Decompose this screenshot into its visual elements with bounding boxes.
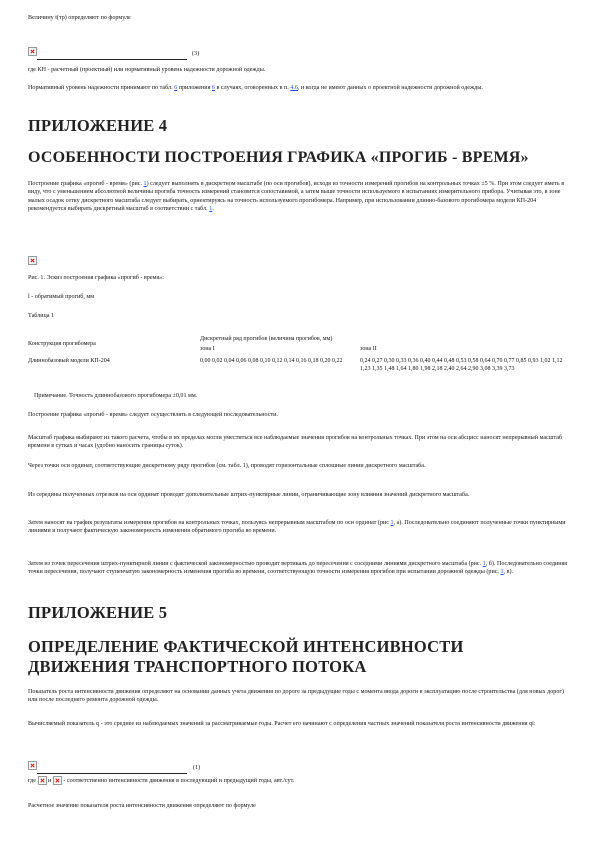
figure-1-legend: l - обратимый прогиб, мм bbox=[28, 294, 95, 300]
scale-paragraph: Масштаб графика выбирают из такого расчета, чтобы в их пределах могли уместиться все наблюдаемые значения прогибов на контрольных точках. При этом на оси абсцисс наносят непрерывный масштаб времени в сутках и часах (удобно наносить границы суток). bbox=[28, 435, 563, 450]
results-paragraph: Затем наносят на график результаты измерения прогибов на контрольных точках, пользуясь непрерывным масштабом по оси ординат (рис 1, а). Последовательно соединяют полученные точки пунктирными линиями и получают фактическую закономерность изменения обратимого прогиба во времени. bbox=[28, 520, 566, 535]
link-figure-1c[interactable]: 1 bbox=[500, 569, 504, 576]
intro-paragraph bbox=[28, 14, 572, 22]
table-1 bbox=[28, 335, 572, 373]
average-paragraph: Вычисляемый показатель q - это среднее из наблюдаемых значений за рассматриваемые годы. Расчет его начинают с определения частных значений показателя роста интенсивности движения qi: bbox=[28, 721, 536, 727]
table-header-construction: Конструкция прогибомера bbox=[28, 341, 96, 347]
growth-paragraph: Показатель роста интенсивности движения определяют на основании данных учета движения по дороге за предыдущие годы с момента ввода дороги в эксплуатацию после строительства (для новых дорог) или после последнего ремонта дорожной одежды. bbox=[28, 689, 564, 704]
formula-3-row bbox=[28, 42, 572, 60]
final-paragraph: Расчетное значение показателя роста интенсивности движения определяют по формуле bbox=[28, 803, 256, 809]
link-table-1[interactable]: 1 bbox=[209, 206, 213, 213]
formula-3-number: (3) bbox=[192, 51, 200, 57]
formula-1-row bbox=[28, 756, 572, 774]
formula-3-note: где КН - расчетный (проектный) или нормативный уровень надежности дорожной одежды. bbox=[28, 67, 266, 73]
table-header-discrete: Дискретный ряд прогибов (величина прогибов, мм) bbox=[200, 336, 333, 342]
appendix-4-paragraph-1: Построение графика «прогиб - время» (рис. 1) следует выполнять в дискретном масштабе (по оси прогибов), исходя из точности измерений прогибов на контрольных точках ±5 %. При этом следует иметь в виду, что с уменьшением абсолютной величины прогиба точность измерений становится сопоставимой, а затем выше точности используемого в испытаниях измерительного прибора. Учитывая это, в зоне малых осадок сетку дискретного масштаба следует выбирать, ориентируясь на точность используемого прогибомера. Например, при использовании длинно-базового прогибомера модели КП-204 рекомендуется выбирать дискретный масштаб в соответствии с табл. 1. bbox=[28, 181, 565, 213]
formula-1-note: где и - соответственно интенсивности движения в последующий и предыдущий годы, авт./сут. bbox=[28, 777, 295, 784]
table-header-zone-1: зона I bbox=[200, 346, 215, 352]
table-1-title: Таблица 1 bbox=[28, 313, 55, 319]
sequence-paragraph: Построение графика «прогиб - время» следует осуществлять в следующей последовательности. bbox=[28, 412, 278, 418]
table-cell-construction: Длиннобазовый модели КП-204 bbox=[28, 358, 110, 364]
formula-1-number: (1) bbox=[193, 765, 201, 771]
intro-line: Величину t(тр) определяют по формуле bbox=[28, 15, 131, 21]
figure-1-image bbox=[28, 251, 572, 269]
normative-paragraph: Нормативный уровень надежности принимают по табл. 6 приложения 6 в случаях, оговоренных в п. 4.6, и когда не имеют данных о проектной надежности дорожной одежды. bbox=[28, 85, 483, 91]
link-figure-1[interactable]: 1 bbox=[143, 181, 147, 187]
table-row bbox=[28, 353, 572, 373]
intersection-paragraph: Затем из точек пересечения штрих-пунктирной линии с фактической закономерностью проводят вертикаль до пересечения с соседними линиями дискретного масштаба (рис. 1, б). Последовательно соединяя точки пересечения, получают ступенчатую закономерность изменения прогиба во времени, соответствующую точности измерения прогибов при испытании дорожной одежды (рис. 1, в). bbox=[28, 561, 568, 576]
link-section-4-6[interactable]: 4.6 bbox=[290, 85, 298, 91]
broken-image-icon bbox=[38, 776, 47, 785]
formula-underline bbox=[37, 52, 187, 60]
broken-image-icon bbox=[53, 776, 62, 785]
broken-image-icon bbox=[28, 47, 37, 56]
link-appendix-6[interactable]: 6 bbox=[211, 85, 215, 91]
link-table-6[interactable]: 6 bbox=[174, 85, 178, 91]
table-cell-zone-2-values: 0,24 0,27 0,30 0,33 0,36 0,40 0,44 0,48 0,53 0,58 0,64 0,70 0,77 0,85 0,93 1,02 1,12 1,23 1,35 1,48 1,64 1,80 1,98 2,18 2,40 2,64 2,90 3,08 3,39 3,73 bbox=[360, 358, 563, 372]
appendix-5-subtitle: ОПРЕДЕЛЕНИЕ ФАКТИЧЕСКОЙ ИНТЕНСИВНОСТИ ДВИЖЕНИЯ ТРАНСПОРТНОГО ПОТОКА bbox=[28, 637, 464, 676]
table-header-zone-2: зона II bbox=[360, 346, 377, 352]
figure-1-caption: Рис. 1. Эскиз построения графика «прогиб - время»: bbox=[28, 275, 164, 281]
midpoint-paragraph: Из середины полученных отрезков на оси ординат проводят дополнительные штрих-пунктирные линии, ограничивающие зону влияния значений дискретного масштаба. bbox=[28, 492, 470, 498]
table-1-note: Примечание. Точность длиннобазового прогибомера ±0,01 мм. bbox=[34, 393, 198, 399]
appendix-5-title: ПРИЛОЖЕНИЕ 5 bbox=[28, 603, 168, 622]
table-cell-zone-1-values: 0,00 0,02 0,04 0,06 0,08 0,10 0,12 0,14 0,16 0,18 0,20 0,22 bbox=[200, 358, 343, 364]
broken-image-icon bbox=[28, 761, 37, 770]
link-figure-1b[interactable]: 1 bbox=[482, 561, 486, 567]
link-figure-1a[interactable]: 1 bbox=[390, 520, 394, 526]
formula-underline bbox=[37, 766, 187, 774]
appendix-4-title: ПРИЛОЖЕНИЕ 4 bbox=[28, 116, 168, 135]
discrete-scale-table bbox=[28, 335, 572, 373]
ordinate-paragraph: Через точки оси ординат, соответствующие дискретному ряду прогибов (см. табл. 1), проводят горизонтальные сплошные линии дискретного масштаба. bbox=[28, 463, 426, 469]
broken-image-icon bbox=[28, 256, 37, 265]
appendix-4-subtitle: ОСОБЕННОСТИ ПОСТРОЕНИЯ ГРАФИКА «ПРОГИБ - ВРЕМЯ» bbox=[28, 149, 529, 166]
